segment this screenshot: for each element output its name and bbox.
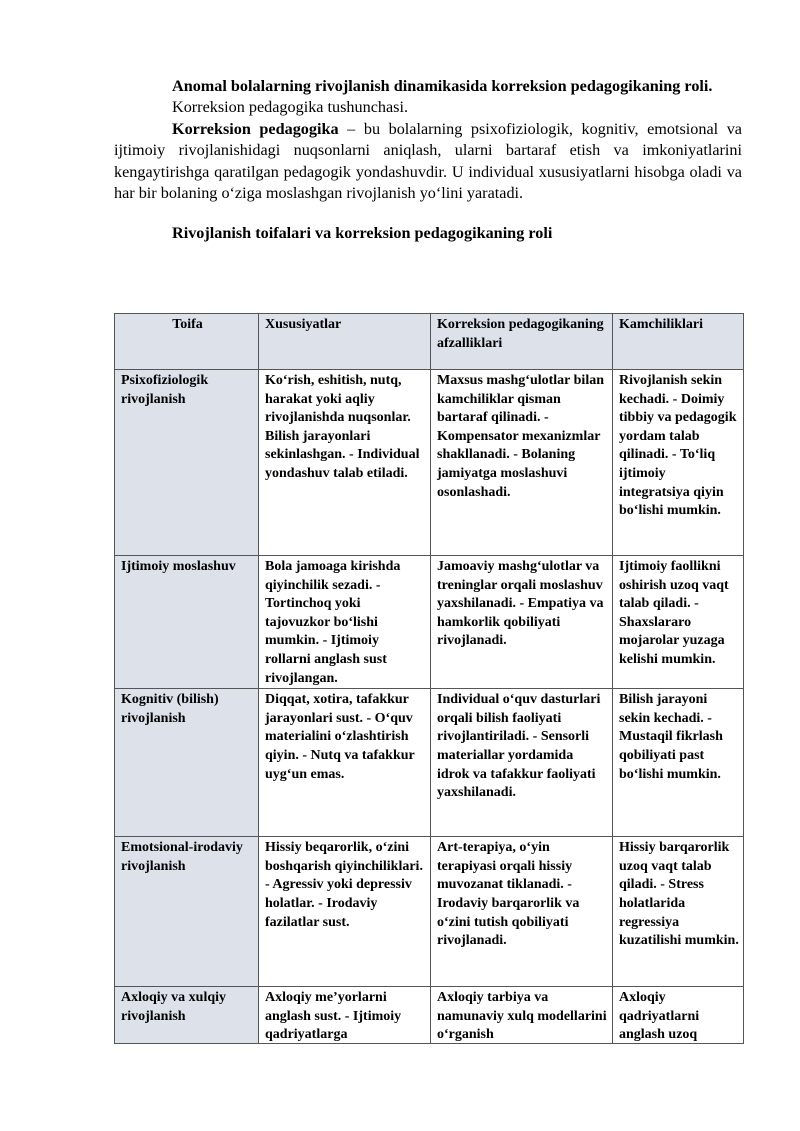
table-row — [115, 689, 744, 837]
category-cell: Psixofiziologik rivojlanish — [115, 370, 259, 556]
disadvantages-cell: Bilish jarayoni sekin kechadi. - Mustaqil fikrlash qobiliyati past bo‘lishi mumkin. — [613, 689, 744, 837]
section-subheading: Korreksion pedagogika tushunchasi. — [172, 98, 409, 117]
column-header-features: Xususiyatlar — [259, 314, 431, 370]
features-cell: Diqqat, xotira, tafakkur jarayonlari sust. - O‘quv materialini o‘zlashtirish qiyin. - Nutq va tafakkur uyg‘un emas. — [259, 689, 431, 837]
category-cell: Ijtimoiy moslashuv — [115, 556, 259, 689]
advantages-cell-wrapper — [431, 987, 613, 1044]
category-cell-wrapper — [115, 987, 259, 1044]
disadvantages-cell-wrapper — [613, 987, 744, 1044]
disadvantages-cell: Ijtimoiy faollikni oshirish uzoq vaqt talab qiladi. - Shaxslararo mojarolar yuzaga kelishi mumkin. — [613, 556, 744, 689]
table-header-row — [115, 314, 744, 370]
definition-paragraph — [114, 119, 742, 205]
features-cell-wrapper — [259, 987, 431, 1044]
categories-table — [114, 313, 744, 1044]
category-cell: Axloqiy va xulqiy rivojlanish — [121, 990, 227, 1024]
table-row — [115, 987, 744, 1044]
table-row — [115, 370, 744, 556]
table-row — [115, 556, 744, 689]
features-cell: Hissiy beqarorlik, o‘zini boshqarish qiyinchiliklari. - Agressiv yoki depressiv holatlar. - Irodaviy fazilatlar sust. — [259, 837, 431, 987]
advantages-cell: Jamoaviy mashg‘ulotlar va treninglar orqali moslashuv yaxshilanadi. - Empatiya va hamkorlik qobiliyati rivojlanadi. — [431, 556, 613, 689]
advantages-cell: Axloqiy tarbiya va namunaviy xulq modellarini o‘rganish — [437, 990, 607, 1042]
disadvantages-cell: Hissiy barqarorlik uzoq vaqt talab qiladi. - Stress holatlarida regressiya kuzatilishi mumkin. — [613, 837, 744, 987]
disadvantages-cell: Axloqiy qadriyatlarni anglash uzoq — [619, 990, 700, 1042]
features-cell: Ko‘rish, eshitish, nutq, harakat yoki aqliy rivojlanishda nuqsonlar. Bilish jarayonlari sekinlashgan. - Individual yondashuv talab etiladi. — [259, 370, 431, 556]
disadvantages-cell: Rivojlanish sekin kechadi. - Doimiy tibbiy va pedagogik yordam talab qilinadi. - To‘liq ijtimoiy integratsiya qiyin bo‘lishi mumkin. — [613, 370, 744, 556]
column-header-disadvantages: Kamchiliklari — [613, 314, 744, 370]
column-header-category: Toifa — [115, 314, 259, 370]
definition-term: Korreksion pedagogika — [172, 119, 339, 138]
features-cell: Bola jamoaga kirishda qiyinchilik sezadi. - Tortinchoq yoki tajovuzkor bo‘lishi mumkin. - Ijtimoiy rollarni anglash sust rivojlangan. — [259, 556, 431, 689]
advantages-cell: Maxsus mashg‘ulotlar bilan kamchiliklar qisman bartaraf qilinadi. - Kompensator mexanizmlar shakllanadi. - Bolaning jamiyatga moslashuvi osonlashadi. — [431, 370, 613, 556]
category-cell: Kognitiv (bilish) rivojlanish — [115, 689, 259, 837]
table-title: Rivojlanish toifalari va korreksion pedagogikaning roli — [172, 224, 553, 243]
advantages-cell: Art-terapiya, o‘yin terapiyasi orqali hissiy muvozanat tiklanadi. - Irodaviy barqarorlik va o‘zini tutish qobiliyati rivojlanadi. — [431, 837, 613, 987]
table-row — [115, 837, 744, 987]
category-cell: Emotsional-irodaviy rivojlanish — [115, 837, 259, 987]
document-body — [114, 76, 742, 244]
column-header-advantages: Korreksion pedagogikaning afzalliklari — [431, 314, 613, 370]
document-heading: Anomal bolalarning rivojlanish dinamikasida korreksion pedagogikaning roli. — [172, 77, 713, 95]
advantages-cell: Individual o‘quv dasturlari orqali bilish faoliyati rivojlantiriladi. - Sensorli materiallar yordamida idrok va tafakkur faoliyati yaxshilanadi. — [431, 689, 613, 837]
features-cell: Axloqiy me’yorlarni anglash sust. - Ijtimoiy qadriyatlarga — [265, 990, 402, 1042]
definition-text: – bu bolalarning psixofiziologik, kognitiv, emotsional va ijtimoiy rivojlanishidagi nuqsonlarni aniqlash, ularni bartaraf etish va imkoniyatlarini kengaytirishga qaratilgan pedagogik yondashuvdir. U individual xususiyatlarni hisobga oladi va har bir bolaning o‘ziga moslashgan rivojlanish yo‘lini yaratadi. — [114, 119, 742, 203]
